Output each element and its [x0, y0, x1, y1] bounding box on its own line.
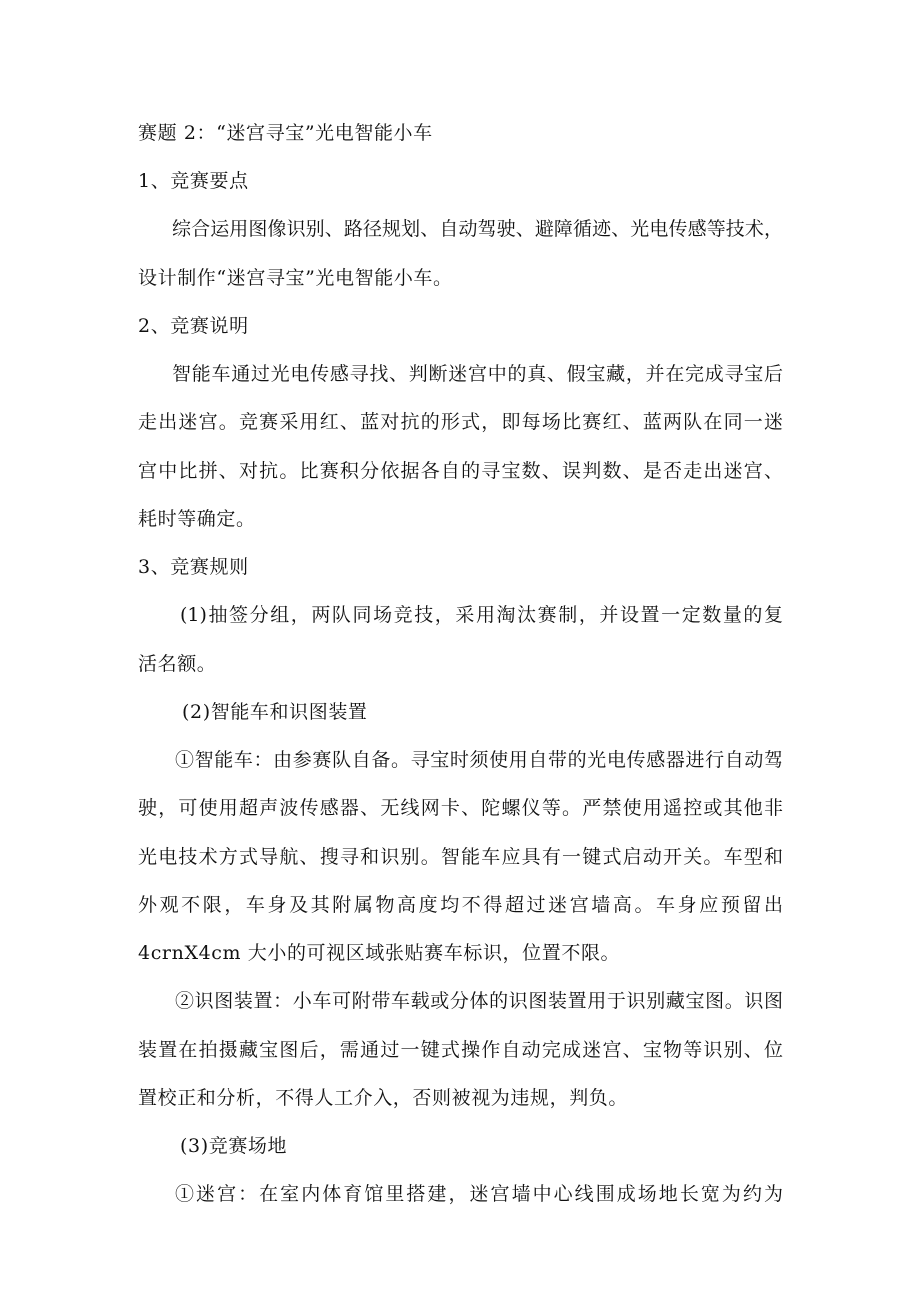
car-line-5: 4crnX4cm 大小的可视区域张贴赛车标识，位置不限。	[138, 942, 621, 964]
section-2-line-2: 走出迷宫。竞赛采用红、蓝对抗的形式，即每场比赛红、蓝两队在同一迷	[138, 411, 783, 433]
section-1-heading: 1、竞赛要点	[138, 170, 249, 192]
rule-1-line-1: (1)抽签分组，两队同场竞技，采用淘汰赛制，并设置一定数量的复	[180, 604, 783, 626]
section-2-line-3: 宫中比拼、对抗。比赛积分依据各自的寻宝数、误判数、是否走出迷宫、	[138, 460, 783, 482]
device-line-1: ②识图装置：小车可附带车载或分体的识图装置用于识别藏宝图。识图	[175, 990, 783, 1012]
car-line-4: 外观不限，车身及其附属物高度均不得超过迷宫墙高。车身应预留出	[138, 894, 783, 916]
section-2-line-1: 智能车通过光电传感寻找、判断迷宫中的真、假宝藏，并在完成寻宝后	[172, 363, 783, 385]
section-2-heading: 2、竞赛说明	[138, 315, 249, 337]
rule-1-line-2: 活名额。	[138, 653, 217, 675]
section-3-heading: 3、竞赛规则	[138, 556, 249, 578]
section-1-line-1: 综合运用图像识别、路径规划、自动驾驶、避障循迹、光电传感等技术，	[172, 218, 783, 240]
section-1-line-2: 设计制作“迷宫寻宝”光电智能小车。	[138, 267, 453, 289]
device-line-3: 置校正和分析，不得人工介入，否则被视为违规，判负。	[138, 1087, 629, 1109]
maze-line-1: ①迷宫：在室内体育馆里搭建，迷宫墙中心线围成场地长宽为约为	[175, 1183, 783, 1205]
car-line-2: 驶，可使用超声波传感器、无线网卡、陀螺仪等。严禁使用遥控或其他非	[138, 797, 783, 819]
car-line-1: ①智能车：由参赛队自备。寻宝时须使用自带的光电传感器进行自动驾	[175, 749, 783, 771]
document-title: 赛题 2：“迷宫寻宝”光电智能小车	[138, 122, 433, 144]
rule-2-heading: (2)智能车和识图装置	[182, 701, 368, 723]
rule-3-heading: (3)竞赛场地	[180, 1135, 288, 1157]
car-line-3: 光电技术方式导航、搜寻和识别。智能车应具有一键式启动开关。车型和	[138, 846, 783, 868]
section-2-line-4: 耗时等确定。	[138, 508, 256, 530]
device-line-2: 装置在拍摄藏宝图后，需通过一键式操作自动完成迷宫、宝物等识别、位	[138, 1039, 783, 1061]
